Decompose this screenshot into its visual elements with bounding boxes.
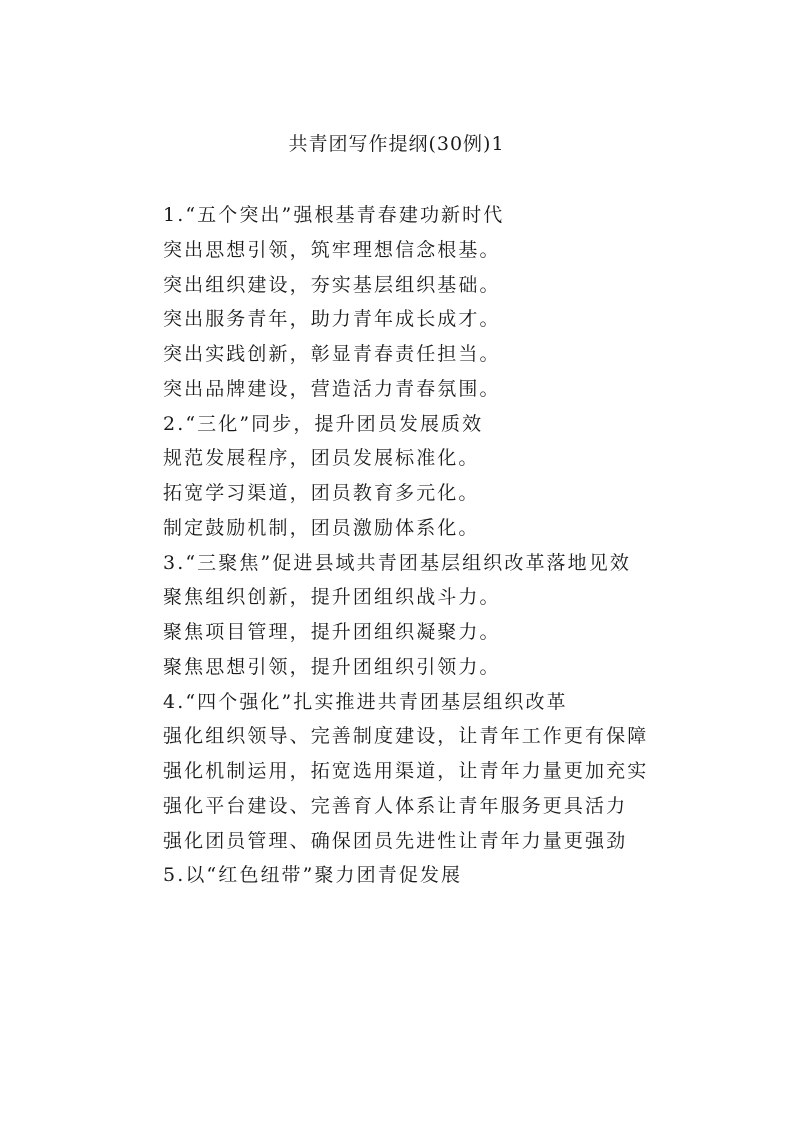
outline-line: 规范发展程序，团员发展标准化。 [163,447,480,470]
outline-line: 突出品牌建设，营造活力青春氛围。 [163,377,501,400]
outline-heading: 5.以“红色纽带”聚力团青促发展 [163,864,463,887]
outline-line: 强化组织领导、完善制度建设，让青年工作更有保障 [163,725,649,748]
outline-line: 聚焦思想引领，提升团组织引领力。 [163,655,501,678]
outline-line: 突出组织建设，夯实基层组织基础。 [163,273,501,296]
outline-line: 强化机制运用，拓宽选用渠道，让青年力量更加充实 [163,760,649,782]
outline-heading: 3.“三聚焦”促进县域共青团基层组织改革落地见效 [163,551,631,574]
document-title: 共青团写作提纲(30例)1 [288,133,505,155]
outline-line: 聚焦项目管理，提升团组织凝聚力。 [163,621,501,643]
outline-heading: 1.“五个突出”强根基青春建功新时代 [163,204,505,226]
outline-line: 突出思想引领，筑牢理想信念根基。 [163,238,501,261]
outline-heading: 4.“四个强化”扎实推进共青团基层组织改革 [163,690,568,713]
outline-line: 突出服务青年，助力青年成长成才。 [163,308,501,331]
outline-line: 聚焦组织创新，提升团组织战斗力。 [163,586,501,609]
outline-line: 强化团员管理、确保团员先进性让青年力量更强劲 [163,829,628,852]
outline-line: 拓宽学习渠道，团员教育多元化。 [163,482,480,504]
outline-line: 突出实践创新，彰显青春责任担当。 [163,343,501,365]
outline-list [163,198,763,893]
outline-line: 制定鼓励机制，团员激励体系化。 [163,516,480,539]
outline-line: 强化平台建设、完善育人体系让青年服务更具活力 [163,794,628,817]
outline-heading: 2.“三化”同步，提升团员发展质效 [163,412,484,435]
